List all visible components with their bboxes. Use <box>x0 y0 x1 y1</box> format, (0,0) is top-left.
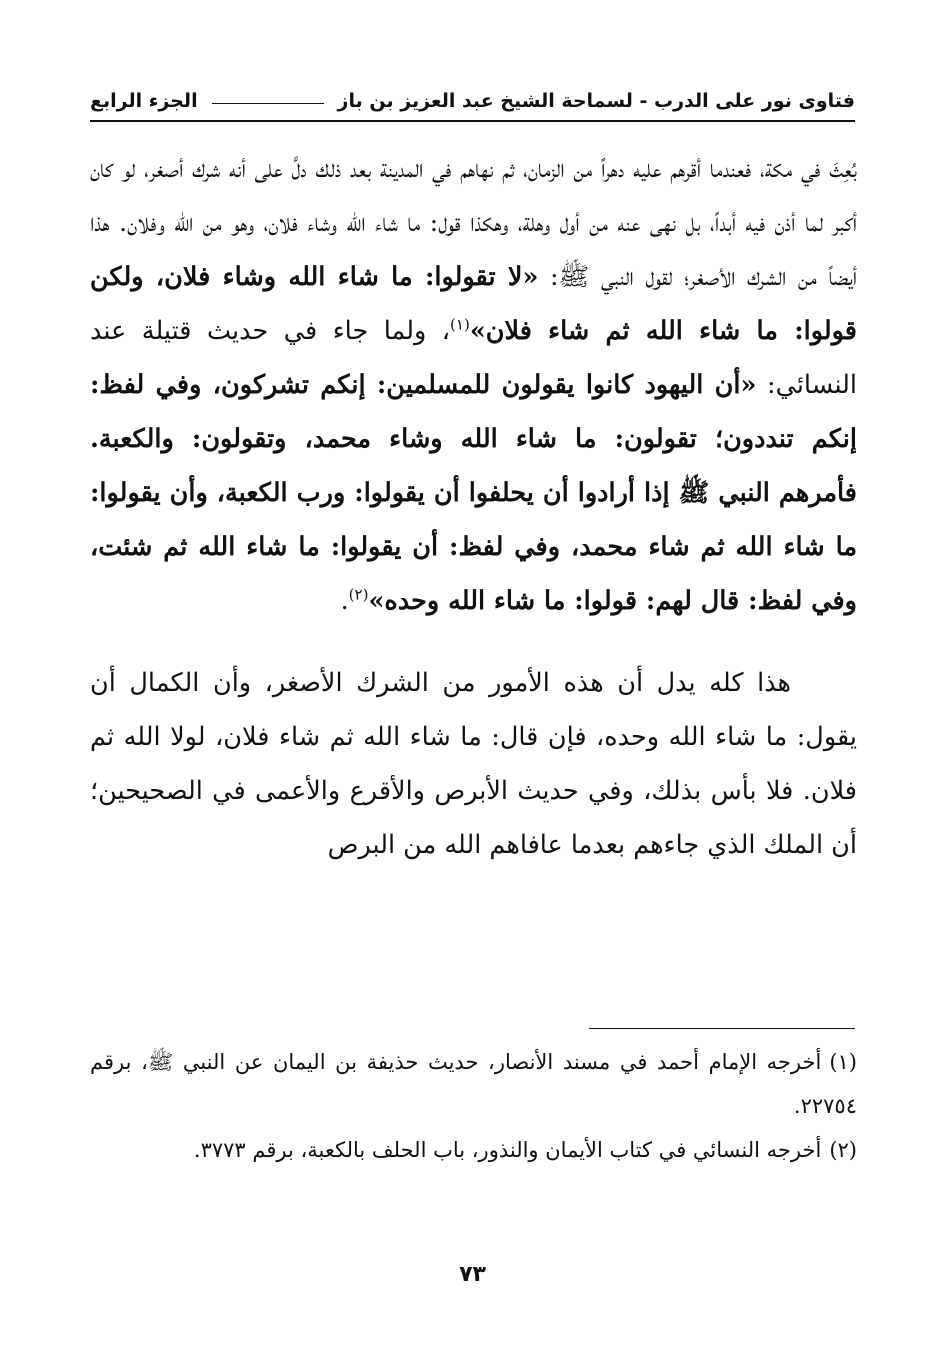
text-run: بُعِثَ في مكة، فعندما أقرهم عليه دهراً من الزمان، ثم نهاهم في المدينة بعد ذلك دلَّ على أنه شرك أصغر، لو كان أكبر لما أذن فيه أبداً، بل نهى عنه من أول وهلة، وهكذا قول: ما شاء الله وشاء فلان، وهو من الله وفلان. هذا أيضاً من الشرك الأصغر؛ لقول النبي ﷺ: <box>90 154 858 292</box>
footnote-number: (١) <box>829 1050 857 1074</box>
footnote-separator <box>589 1028 855 1029</box>
footnote-ref-1: (١) <box>450 315 470 334</box>
book-title: فتاوى نور على الدرب - لسماحة الشيخ عبد العزيز بن باز <box>337 90 855 112</box>
footnote-text: أخرجه النسائي في كتاب الأيمان والنذور، باب الحلف بالكعبة، برقم ٣٧٧٣. <box>193 1138 822 1162</box>
header-rule <box>212 103 324 104</box>
text-run: ، ولما جاء في حديث قتيلة عند النسائي: <box>90 316 857 400</box>
footnote-1 <box>90 1040 857 1128</box>
hadith-quote-2: «أن اليهود كانوا يقولون للمسلمين: إنكم تشركون، وفي لفظ: إنكم تنددون؛ تقولون: ما شاء الله وشاء محمد، وتقولون: والكعبة. فأمرهم النبي ﷺ إذا أرادوا أن يحلفوا أن يقولوا: ورب الكعبة، وأن يقولوا: ما شاء الله ثم شاء محمد، وفي لفظ: أن يقولوا: ما شاء الله ثم شئت، وفي لفظ: قال لهم: قولوا: ما شاء الله وحده» <box>90 370 857 616</box>
main-text <box>90 142 857 872</box>
footnote-2 <box>90 1128 857 1172</box>
footnote-ref-2: (٢) <box>348 585 369 604</box>
paragraph-1 <box>90 142 857 628</box>
paragraph-2: هذا كله يدل أن هذه الأمور من الشرك الأصغر، وأن الكمال أن يقول: ما شاء الله وحده، فإن قال: ما شاء الله ثم شاء فلان، لولا الله ثم فلان. فلا بأس بذلك، وفي حديث الأبرص والأقرع والأعمى في الصحيحين؛ أن الملك الذي جاءهم بعدما عافاهم الله من البرص <box>90 668 857 860</box>
text-run: . <box>340 586 349 616</box>
running-header <box>90 74 855 122</box>
page-number: ٧٣ <box>459 1262 486 1287</box>
footnote-text: أخرجه الإمام أحمد في مسند الأنصار، حديث حذيفة بن اليمان عن النبي ﷺ، برقم ٢٢٧٥٤. <box>90 1050 857 1118</box>
footnote-number: (٢) <box>829 1138 857 1162</box>
hadith-quote-1: «لا تقولوا: ما شاء الله وشاء فلان، ولكن قولوا: ما شاء الله ثم شاء فلان» <box>90 262 857 346</box>
volume-label: الجزء الرابع <box>90 90 198 112</box>
footnotes <box>90 1040 857 1172</box>
